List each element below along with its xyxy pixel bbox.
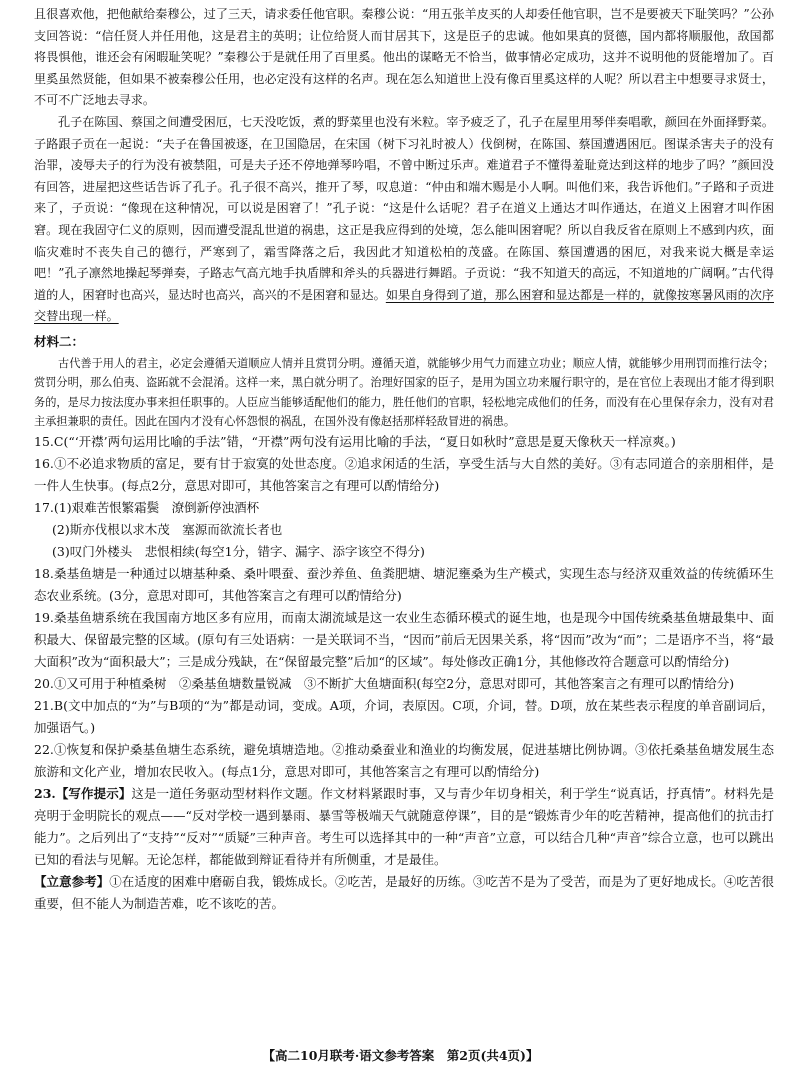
answer-sheet-page: [34, 4, 774, 915]
answer-17-3: (3)叹门外楼头 悲恨相续(每空1分，错字、漏字、添字该空不得分): [52, 544, 425, 560]
material1-paragraph-2-text: 孔子在陈国、蔡国之间遭受困厄，七天没吃饭，煮的野菜里也没有米粒。宰予疲乏了，孔子在屋里用琴伴奏唱歌，颜回在外面择野菜。子路跟子贡在一起说：“夫子在鲁国被逐，在卫国隐居，在宋国（树下习礼时被人）伐倒树，在陈国、蔡国遭遇困厄。图谋杀害夫子的没有治罪，凌辱夫子的行为没有被禁阻，可是夫子还不停地弹琴吟唱，不曾中断过乐声。难道君子不懂得羞耻竟达到这样的地步了吗？”颜回没有回答，进屋把这些话告诉了孔子。孔子很不高兴，推开了琴，叹息道：“仲由和端木赐是小人啊。叫他们来，我告诉他们。”子路和子贡进来了，子贡说：“像现在这种情况，可以说是困窘了！”孔子说：“这是什么话呢？君子在道义上通达才叫作通达，在道义上困窘才叫作困窘。现在我固守仁义的原则，因而遭受混乱世道的祸患，这正是我应得到的处境，怎么能叫困窘呢？所以自我反省在原则上不感到内疚，面临灾难时不丧失自己的德行，严寒到了，霜雪降落之后，我因此才知道松柏的茂盛。在陈国、蔡国遭遇的困厄，对我来说大概是幸运吧！”孔子凛然地操起琴弹奏，子路志气高亢地手执盾牌和斧头的兵器进行舞蹈。子贡说：“我不知道天的高远，不知道地的广阔啊。”古代得道的人，困窘时也高兴，显达时也高兴，高兴的不是困窘和显达。: [34, 114, 774, 302]
material1-paragraph-2: [34, 112, 774, 328]
answer-17-2: (2)斯亦伐根以求木茂 塞源而欲流长者也: [52, 522, 283, 538]
answer-18: 18.桑基鱼塘是一种通过以塘基种桑、桑叶喂蚕、蚕沙养鱼、鱼粪肥塘、塘泥壅桑为生产模式，实现生态与经济双重效益的传统循环生态农业系统。(3分，意思对即可，其他答案言之有理可以酌情给分): [34, 566, 774, 604]
answer-16: 16.①不必追求物质的富足，要有甘于寂寞的处世态度。②追求闲适的生活，享受生活与大自然的美好。③有志同道合的亲朋相伴，是一件人生快事。(每点2分，意思对即可，其他答案言之有理可以酌情给分): [34, 456, 774, 494]
answer-23: [34, 783, 774, 871]
answer-17-1: 17.(1)艰难苦恨繁霜鬓 潦倒新停浊酒杯: [34, 500, 260, 516]
writing-tips-label: 23.【写作提示】: [34, 786, 132, 802]
answer-22: 22.①恢复和保护桑基鱼塘生态系统，避免填塘造地。②推动桑蚕业和渔业的均衡发展，促进基塘比例协调。③依托桑基鱼塘发展生态旅游和文化产业，增加农民收入。(每点1分，意思对即可，其他答案言之有理可以酌情给分): [34, 742, 774, 780]
page-footer: 【高二10月联考·语文参考答案 第2页(共4页)】: [262, 1048, 539, 1063]
material1-underlined-sentence: 如果自身得到了道，那么困窘和显达都是一样的，就像按寒暑风雨的次序交替出现一样。: [34, 287, 774, 324]
writing-tips-text: 这是一道任务驱动型材料作文题。作文材料紧跟时事，又与青少年切身相关，利于学生“说真话，抒真情”。材料先是亮明于金明院长的观点——“反对学校一遇到暴雨、暴雪等极端天气就随意停课”，目的是“锻炼青少年的吃苦精神，提高他们的抗击打能力”。之后列出了“支持”“反对”“质疑”三种声音。考生可以选择其中的一种“声音”立意，可以结合几种“声音”综合立意，也可以跳出已知的看法与见解。无论怎样，都能做到辩证看待并有所侧重，才是最佳。: [34, 786, 774, 868]
theme-reference-text: ①在适度的困难中磨砺自我，锻炼成长。②吃苦，是最好的历练。③吃苦不是为了受苦，而是为了更好地成长。④吃苦很重要，但不能人为制造苦难，吃不该吃的苦。: [34, 874, 774, 912]
answer-21: 21.B(文中加点的“为”与B项的“为”都是动词，变成。A项，介词，表原因。C项，介词，替。D项，放在某些表示程度的单音副词后，加强语气。): [34, 698, 774, 736]
answer-15: 15.C(“‘开襟’两句运用比喻的手法”错，“开襟”两句没有运用比喻的手法，“夏日如秋时”意思是夏天像秋天一样凉爽。): [34, 434, 676, 450]
material2-paragraph: 古代善于用人的君主，必定会遵循天道顺应人情并且赏罚分明。遵循天道，就能够少用气力而建立功业；顺应人情，就能够少用刑罚而推行法令；赏罚分明，那么伯夷、盗跖就不会混淆。这样一来，黑白就分明了。治理好国家的臣子，是用为国立功来履行职守的，是在官位上表现出才能才得到职务的，是尽力按法度办事来担任职事的。人臣应当能够适配他们的能力，胜任他们的官职，轻松地完成他们的任务，而没有在心里保存余力，没有对君主承担兼职的责任。因此在国内才没有心怀怨恨的祸乱，在国外没有像赵括那样轻敌冒进的祸患。: [34, 356, 775, 428]
material1-paragraph-1: 且很喜欢他，把他献给秦穆公，过了三天，请求委任他官职。秦穆公说：“用五张羊皮买的人却委任他官职，岂不是要被天下耻笑吗？”公孙支回答说：“信任贤人并任用他，这是君主的英明；让位给贤人而甘居其下，这是臣子的忠诚。他如果真的贤德，国内都将顺服他，敌国都将畏惧他，谁还会有闲暇耻笑呢？”秦穆公于是就任用了百里奚。他出的谋略无不恰当，做事情必定成功，这并不说明他的贤能增加了。百里奚虽然贤能，但如果不被秦穆公任用，也必定没有这样的名声。现在怎么知道世上没有像百里奚这样的人呢？所以君主中想要寻求贤士，不可不广泛地去寻求。: [34, 7, 774, 108]
answer-19: 19.桑基鱼塘系统在我国南方地区多有应用，而南太湖流域是这一农业生态循环模式的诞生地，也是现今中国传统桑基鱼塘最集中、面积最大、保留最完整的区域。(原句有三处语病：一是关联词不当，“因而”前后无因果关系，将“因而”改为“而”；二是语序不当，将“最大面积”改为“面积最大”；三是成分残缺，在“保留最完整”后加“的区域”。每处修改正确1分，其他修改符合题意可以酌情给分): [34, 610, 774, 670]
theme-reference-label: 【立意参考】: [34, 874, 110, 890]
answer-20: 20.①又可用于种植桑树 ②桑基鱼塘数量锐减 ③不断扩大鱼塘面积(每空2分，意思对即可，其他答案言之有理可以酌情给分): [34, 676, 735, 692]
theme-reference: [34, 871, 774, 915]
material2-heading: 材料二：: [34, 333, 85, 349]
